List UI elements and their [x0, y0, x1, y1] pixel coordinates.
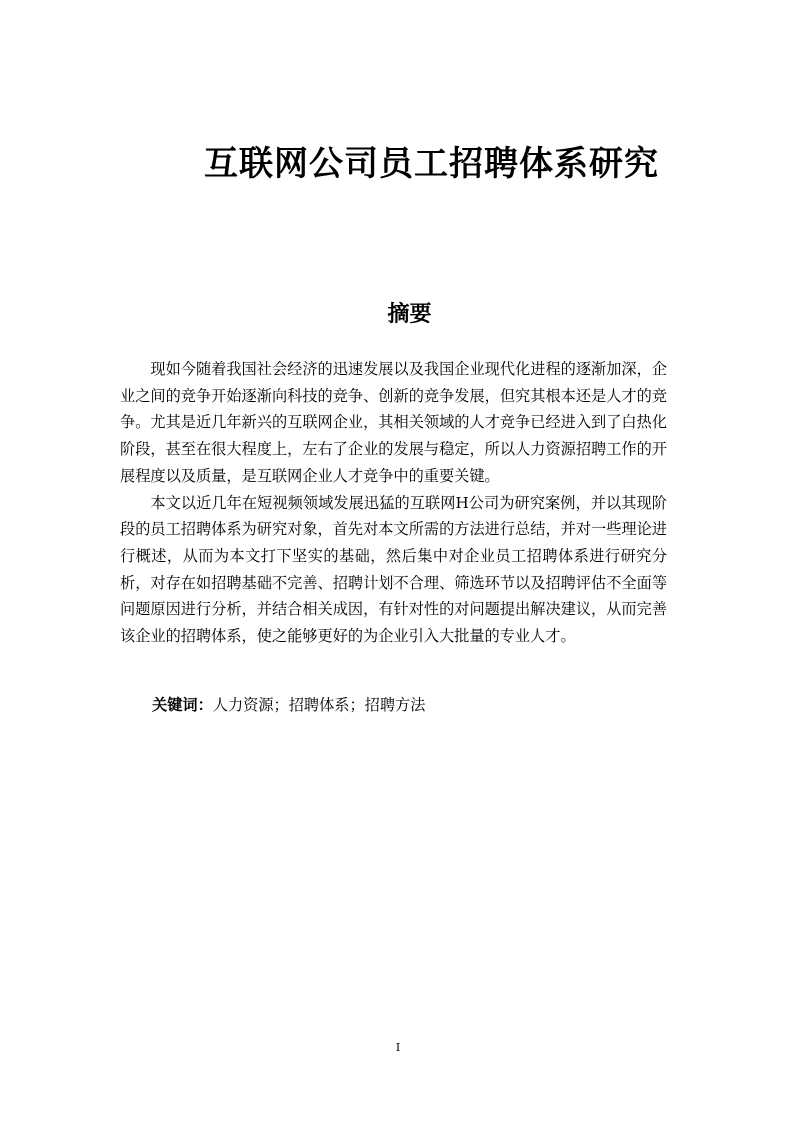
keywords-text: 人力资源；招聘体系；招聘方法 [212, 696, 426, 714]
abstract-body [120, 356, 667, 650]
abstract-paragraph-2: 本文以近几年在短视频领域发展迅猛的互联网H公司为研究案例，并以其现阶段的员工招聘体系为研究对象，首先对本文所需的方法进行总结，并对一些理论进行概述，从而为本文打下坚实的基础，然后集中对企业员工招聘体系进行研究分析，对存在如招聘基础不完善、招聘计划不合理、筛选环节以及招聘评估不全面等问题原因进行分析，并结合相关成因，有针对性的对问题提出解决建议，从而完善该企业的招聘体系，使之能够更好的为企业引入大批量的专业人才。 [120, 493, 667, 646]
keywords-label: 关键词： [152, 696, 213, 714]
page-number: I [395, 1041, 401, 1054]
abstract-heading: 摘要 [387, 302, 432, 327]
keywords-line [152, 693, 425, 717]
document-title: 互联网公司员工招聘体系研究 [204, 144, 659, 184]
abstract-paragraph-1: 现如今随着我国社会经济的迅速发展以及我国企业现代化进程的逐渐加深，企业之间的竞争开始逐渐向科技的竞争、创新的竞争发展，但究其根本还是人才的竞争。尤其是近几年新兴的互联网企业，其相关领域的人才竞争已经进入到了白热化阶段，甚至在很大程度上，左右了企业的发展与稳定，所以人力资源招聘工作的开展程度以及质量，是互联网企业人才竞争中的重要关键。 [120, 360, 667, 485]
